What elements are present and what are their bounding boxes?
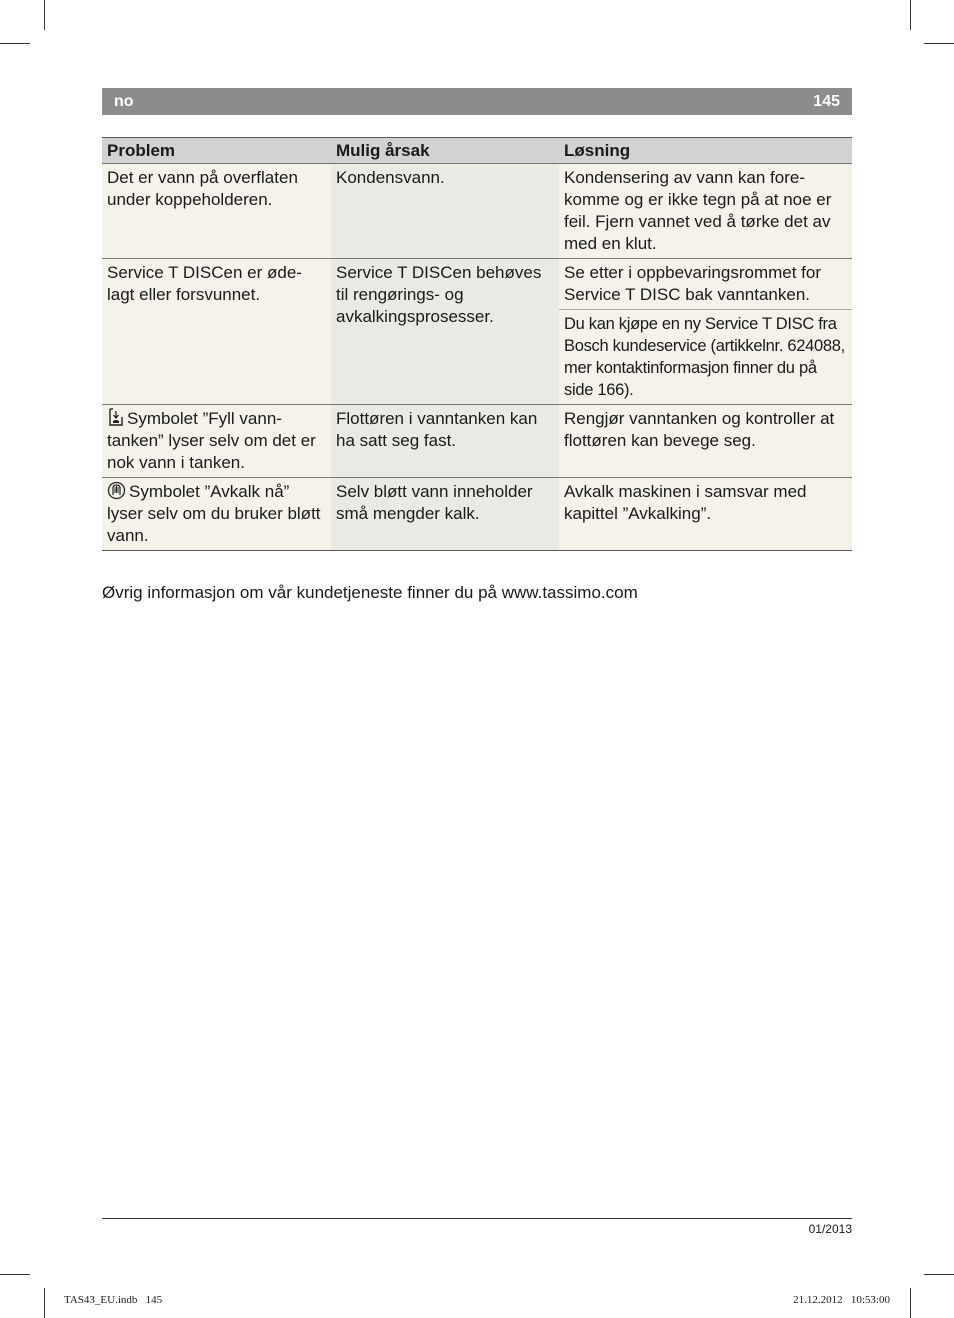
problem-cell (102, 478, 331, 551)
table-row (102, 405, 852, 478)
solution-cell: Kondensering av vann kan fore-komme og er ikke tegn på at noe er feil. Fjern vannet ved å tørke det av med en klut. (559, 164, 852, 259)
cause-cell: Kondensvann. (331, 164, 559, 259)
table-row (102, 478, 852, 551)
solution-cell: Se etter i oppbevaringsrommet for Service T DISC bak vanntanken. (559, 259, 852, 310)
table-header-row (102, 138, 852, 164)
crop-mark (910, 0, 911, 30)
solution-cell: Rengjør vanntanken og kontroller at flottøren kan bevege seg. (559, 405, 852, 478)
fill-water-tank-icon (107, 408, 124, 427)
problem-text: Symbolet ”Fyll vann-tanken” lyser selv om det er nok vann i tanken. (107, 409, 316, 472)
print-slug-timestamp: 21.12.2012 10:53:00 (793, 1294, 890, 1306)
page-number: 145 (813, 92, 840, 110)
footer-date: 01/2013 (808, 1222, 852, 1236)
problem-text: Symbolet ”Avkalk nå” lyser selv om du bruker bløtt vann. (107, 482, 321, 545)
crop-mark (44, 0, 45, 30)
page-header-bar (102, 88, 852, 115)
crop-mark (0, 1274, 30, 1275)
problem-cell: Service T DISCen er øde-lagt eller forsvunnet. (102, 259, 331, 405)
solution-cell: Avkalk maskinen i samsvar med kapittel ”Avkalking”. (559, 478, 852, 551)
language-code: no (114, 92, 134, 110)
crop-mark (924, 43, 954, 44)
print-slug-file: TAS43_EU.indb 145 (64, 1294, 163, 1306)
cause-cell: Flottøren i vanntanken kan ha satt seg fast. (331, 405, 559, 478)
crop-mark (44, 1288, 45, 1318)
problem-cell: Det er vann på overflaten under koppeholderen. (102, 164, 331, 259)
crop-mark (910, 1288, 911, 1318)
footer-divider (102, 1218, 852, 1219)
cause-cell: Selv bløtt vann inneholder små mengder kalk. (331, 478, 559, 551)
column-header-cause: Mulig årsak (331, 138, 559, 164)
customer-service-note: Øvrig informasjon om vår kundetjeneste finner du på www.tassimo.com (102, 583, 638, 602)
column-header-problem: Problem (102, 138, 331, 164)
column-header-solution: Løsning (559, 138, 852, 164)
troubleshooting-table (102, 137, 852, 551)
solution-cell: Du kan kjøpe en ny Service T DISC fra Bosch kundeservice (artikkelnr. 624088, mer kontaktinformasjon finner du på side 166). (559, 310, 852, 405)
table-row (102, 259, 852, 310)
cause-cell: Service T DISCen behøves til rengørings- og avkalkingsprosesser. (331, 259, 559, 405)
problem-cell (102, 405, 331, 478)
descale-icon (107, 481, 126, 500)
crop-mark (924, 1274, 954, 1275)
table-row (102, 164, 852, 259)
crop-mark (0, 43, 30, 44)
